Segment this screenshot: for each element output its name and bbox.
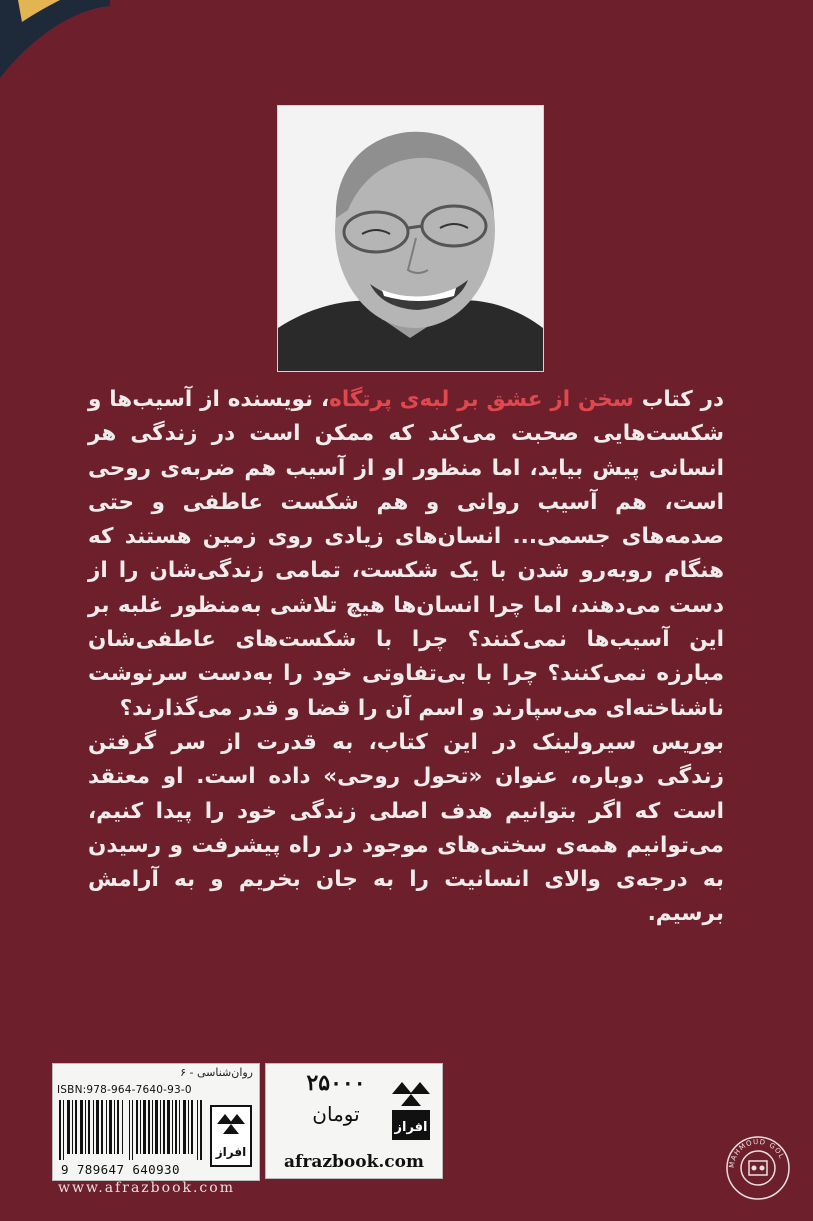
svg-text:MAHMOUD GOL <box>728 1138 786 1169</box>
afraz-logo-icon <box>209 1104 253 1168</box>
blurb-paragraph-1 <box>88 383 724 726</box>
author-photo <box>277 105 544 372</box>
isbn-logo-text: افراز <box>215 1145 247 1159</box>
designer-seal-icon <box>725 1135 791 1201</box>
price-box <box>265 1063 443 1179</box>
afraz-logo-icon <box>386 1072 436 1148</box>
isbn-number: ISBN:978-964-7640-93-0 <box>57 1084 192 1096</box>
subject-category: روان‌شناسی - ۶ <box>180 1066 253 1079</box>
price-currency: تومان <box>312 1102 360 1126</box>
book-title-highlight: سخن از عشق بر لبه‌ی پرتگاه <box>329 387 634 412</box>
price-logo-text: افراز <box>394 1120 428 1135</box>
publisher-website: www.afrazbook.com <box>58 1180 235 1196</box>
publisher-url: afrazbook.com <box>284 1152 424 1172</box>
back-cover-blurb <box>88 383 724 932</box>
blurb-paragraph-2: بوریس سیرولینک در این کتاب، به قدرت از سر گرفتن زندگی دوباره، عنوان «تحول روحی» داده است. او معتقد است که اگر بتوانیم هدف اصلی زندگی خود را پیدا کنیم، می‌توانیم همه‌ی سختی‌های موجود در راه پیشرفت و رسیدن به درجه‌ی والای انسانیت را به جان بخریم و به آرامش برسیم. <box>88 729 724 927</box>
isbn-barcode-box <box>52 1063 260 1181</box>
barcode <box>59 1100 207 1160</box>
blurb-intro: در کتاب <box>633 387 725 412</box>
blurb-body-1: ، نویسنده از آسیب‌ها و شکست‌هایی صحبت می‌کند که ممکن است در زندگی هر انسانی پیش بیاید، اما منظور او از آسیب هم ضربه‌ی روحی است، هم آسیب روانی و هم شکست عاطفی و حتی صدمه‌های جسمی... انسان‌های زیادی روی زمین هستند که هنگام روبه‌رو شدن با یک شکست، تمامی زندگی‌شان را از دست می‌دهند، اما چرا انسان‌ها هیچ تلاشی به‌منظور غلبه بر این آسیب‌ها نمی‌کنند؟ چرا با شکست‌های عاطفی‌شان مبارزه نمی‌کنند؟ چرا با بی‌تفاوتی خود را به‌دست سرنوشت ناشناخته‌ای می‌سپارند و اسم آن را قضا و قدر می‌گذارند؟ <box>88 387 724 721</box>
price-value: ۲۵۰۰۰ <box>306 1070 366 1096</box>
cover-corner-decoration <box>0 0 110 90</box>
barcode-digits: 9 789647 640930 <box>61 1162 180 1177</box>
seal-text: MAHMOUD GOL <box>727 1137 786 1169</box>
